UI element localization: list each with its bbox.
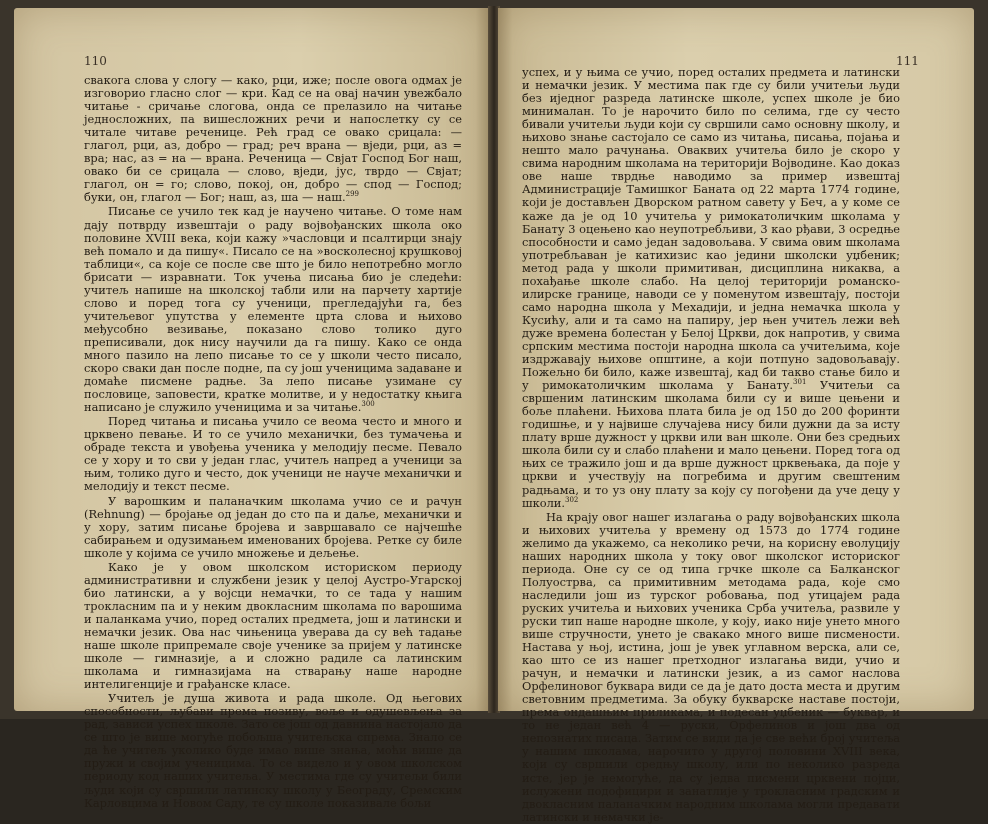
page-number-right: 111 bbox=[896, 54, 919, 68]
right-page bbox=[498, 8, 974, 824]
footnote-ref: 300 bbox=[361, 400, 375, 409]
footnote-ref: 299 bbox=[345, 190, 359, 199]
paragraph: На крају овог нашег излагања о раду војвођанских школа и њихових учитеља у времену од 1573 до 1774 године желимо да укажемо, са неколико речи, на корисну еволуцију наших народних школа у току овог школског историског периода. Оне су се од типа грчке школе са Балканског Полуострва, са примитивним методама рада, које смо наследили још из турског робовања, под утицајем рада руских учитеља и њихових ученика Срба учитеља, развиле у руски тип наше народне школе, у коју, иако није унето много више стручности, унето је свакако много више писмености. Настава у њој, истина, још је увек углавном верска, али се, као што се из нашег претходног излагања види, учио и рачун, и немачки и латински језик, а из самог наслова Орфелиновог буквара види се да је дато доста места и другим световним предметима. За обуку букварске наставе постоји, према ондашњим приликама, и подесан уџбеник — буквар, и то не један већ 4 — руски, Орфелинов и још два од непознатих писаца. Затим се види да је све већи број учитеља у нашим школама, нарочито у другој половини XVIII века, који су свршили средњу школу, или по неколико разреда исте, јер је немогуће, да су једва писмени црквени појци, ислужени подофицири и занатлије у трокласним градским и двокласним паланачким народним школама могли предавати латински и немачки је- bbox=[522, 509, 900, 824]
paragraph: Поред читања и писања учило се веома често и много и црквено певање. И то се учило механички, без тумачења и обраде текста и увођења ученика у мелодију песме. Певало се у хору и то сви у један глас, учитељ напред а ученици за њим, толико дуго и често, док ученици не науче механички и мелодију и текст песме. bbox=[84, 414, 462, 494]
left-page bbox=[14, 8, 490, 810]
footnote-ref: 302 bbox=[565, 495, 579, 504]
paragraph: Писање се учило тек кад је научено читање. О томе нам дају потврду извештаји о раду војвођанских школа око половине XVIII века, који кажу »часловци и псалтирци знају већ помало и да пишу«. Писало се на »восколесној крушковој таблици«, са које се после све што је било непотребно могло брисати — изравнати. Ток учења писања био је следећи: учитељ напише на школској табли или на парчету хартије слово и поред тога су ученици, прегледајући га, без учитељевог упутства у елементе црта слова и њихово међусобно везивање, показано слово толико дуго преписивали, док нису научили да га пишу. Како се онда много пазило на лепо писање то се у школи често писало, скоро сваки дан после подне, па су још ученицима задаване и домаће писмене радње. За лепо писање узимане су пословице, заповести, кратке молитве, и у недостатку књига написано је служило ученицима и за читање.$^{300}$ bbox=[84, 204, 462, 415]
paragraph: У варошким и паланачким школама учио се и рачун (Rehnung) — бројање од један до сто па и даље, механички и у хору, затим писање бројева и завршавало се најчешће сабирањем и одузимањем именованих бројева. Ретке су биле школе у којима се учило множење и дељење. bbox=[84, 493, 462, 560]
left-page-text bbox=[84, 74, 462, 810]
right-page-text bbox=[522, 66, 900, 824]
paragraph: Учитељ је душа живота и рада школе. Од његових способности, љубави према позиву, воље и одушевљења за рад, зависи успех школе. Зато се још од давнина настојало да се што је више могуће побољша учитељска спрема. Знало се да ће учитељ уколико буде имао више знања, моћи више да пружи и својим ученицима. То се видело и у овом школском периоду код наших учитеља. У местима где су учитељи били људи који су свршили латинску школу у Београду, Сремским Карловцима и Новом Саду, те су школе показивале бољи bbox=[84, 691, 462, 810]
page-number-left: 110 bbox=[84, 54, 107, 68]
footnote-ref: 301 bbox=[793, 378, 807, 387]
paragraph: успех, и у њима се учио, поред осталих предмета и латински и немачки језик. У местима пак где су били учитељи људи без иједног разреда латинске школе, успех школе је био минималан. То је нарочито било по селима, где су често бивали учитељи људи који су свршили само основну школу, и њихово знање састојало се само из читања, писања, појања и нешто мало рачунања. Оваквих учитеља било је скоро у свима народним школама на територији Војводине. Као доказ ове наше тврдње наводимо за пример извештај Администрације Тамишког Баната од 22 марта 1774 године, који је достављен Дворском ратном савету у Беч, а у коме се каже да је од 10 учитеља у римокатоличким школама у Банату 3 оцењено као неупотребљиви, 3 као рђави, 3 осредње способности и само један задовољава. У свима овим школама употребљаван је катихизис као једини школски уџбеник; метод рада у школи примитиван, дисциплина никаква, а похађање школе слабо. На целој територији романско-илирске границе, наводи се у поменутом извештају, постоји само народна школа у Мехадији, и једна немачка школа у Кусићу, али и та само на папиру, јер њен учитељ лежи већ дуже времена болестан у Белој Цркви, док напротив, у свима српским местима постоји народна школа са учитељима, које издржавају њихове општине, а који потпуно задовољавају. Пожељно би било, каже извештај, кад би такво стање било и у римокатоличким школама у Банату.$^{301}$ Учитељи са свршеним латинским школама били су и више цењени и боље плаћени. Њихова плата била је од 150 до 200 форинти годишње, и у највише случајева нису били дужни да за исту плату врше дужност у цркви или ван школе. Они без средњих школа били су и слабо плаћени и мало цењени. Поред тога од њих се тражило још и да врше дужност црквењака, да поје у цркви и учествују на погребима и другим свештеним радњама, и то уз ону плату за коју су погођени да уче децу у школи.$^{302}$ bbox=[522, 65, 900, 510]
paragraph: Како је у овом школском историском периоду административни и службени језик у целој Аустро-Угарској био латински, а у војсци немачки, то се тада у нашим трокласним па и у неким двокласним школама по варошима и паланкама учио, поред осталих предмета, још и латински и немачки језик. Ова нас чињеница уверава да су већ тадање наше школе припремале своје ученике за пријем у латинске школе — гимназије, а и сложно радиле са латинским школама и гимназијама на стварању наше народне интелигенције и грађанске класе. bbox=[84, 559, 462, 692]
paragraph: свакога слова у слогу — како, рци, иже; после овога одмах је изговорио гласно слог — кри. Кад се на овај начин увежбало читање - сричање слогова, онда се прелазило на читање једносложних, па вишесложних речи и напослетку су се читале читаве реченице. Рећ град се овако срицала: — глагол, рци, аз, добро — град; реч врана — вједи, рци, аз = вра; нас, аз = на — врана. Реченица — Свјат Господ Бог наш, овако би се срицала — слово, вједи, јус, тврдо — Свјат; глагол, он = го; слово, покој, он, добро — спод — Господ; буки, он, глагол — Бог; наш, аз, ша — наш.$^{299}$ bbox=[84, 73, 462, 205]
